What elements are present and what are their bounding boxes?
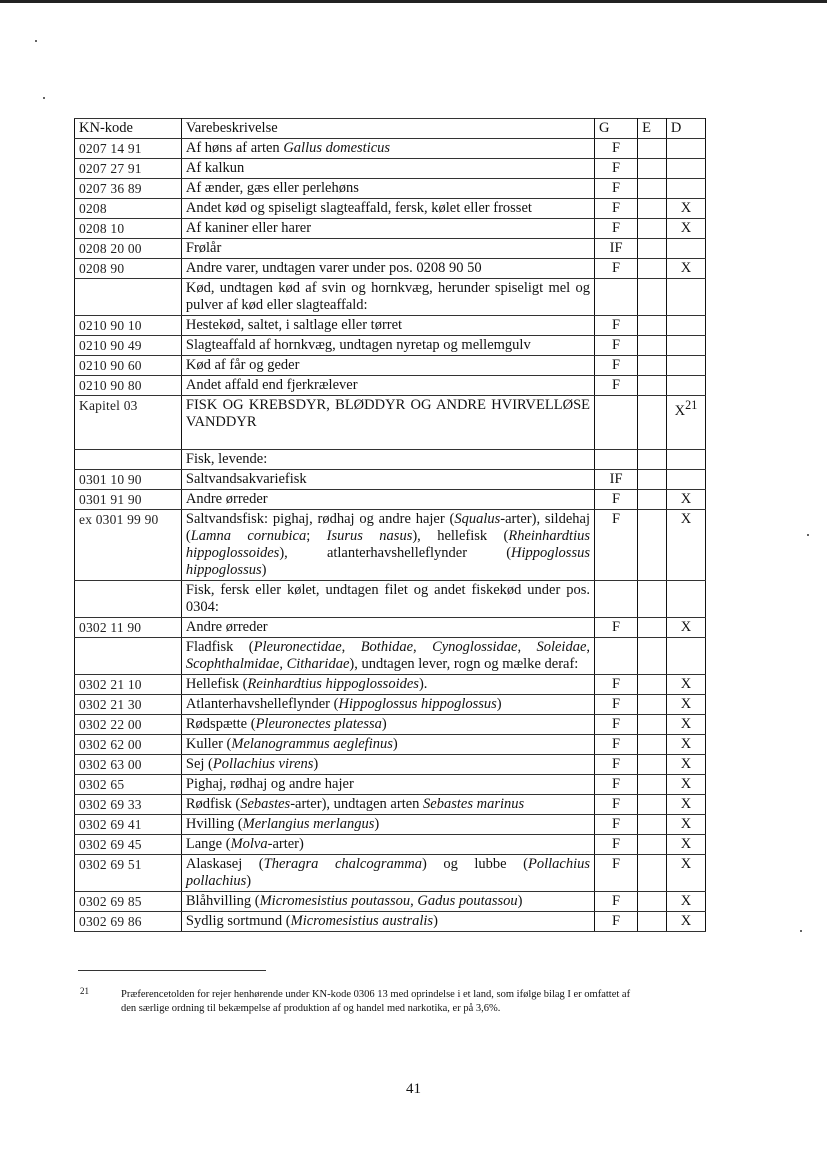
d-cell [666,139,705,159]
kn-code-cell: 0302 21 30 [75,695,182,715]
kn-code-table [74,118,706,932]
table-row [75,179,706,199]
d-cell: X [666,695,705,715]
g-cell: F [595,912,638,932]
table-row [75,775,706,795]
e-cell [638,581,667,618]
d-cell [666,450,705,470]
d-cell: X [666,219,705,239]
kn-code-cell: 0302 62 00 [75,735,182,755]
g-cell: F [595,139,638,159]
kn-code-cell: 0302 69 41 [75,815,182,835]
e-cell [638,376,667,396]
table-row [75,735,706,755]
d-cell: X [666,675,705,695]
g-cell: F [595,219,638,239]
d-cell: X [666,618,705,638]
d-cell: X [666,795,705,815]
description-cell: Andre ørreder [181,618,594,638]
g-cell: F [595,855,638,892]
d-cell: X [666,510,705,581]
g-cell [595,581,638,618]
description-cell: Rødspætte (Pleuronectes platessa) [181,715,594,735]
description-cell: Hvilling (Merlangius merlangus) [181,815,594,835]
table-row [75,581,706,618]
description-cell: Sej (Pollachius virens) [181,755,594,775]
e-cell [638,695,667,715]
scan-speck [35,40,37,42]
d-cell [666,316,705,336]
g-cell: F [595,179,638,199]
d-cell: X [666,835,705,855]
e-cell [638,219,667,239]
e-cell [638,755,667,775]
e-cell [638,279,667,316]
g-cell: F [595,755,638,775]
g-cell: F [595,795,638,815]
description-cell: Pighaj, rødhaj og andre hajer [181,775,594,795]
d-cell [666,279,705,316]
d-cell [666,239,705,259]
d-cell: X [666,755,705,775]
table-row [75,470,706,490]
kn-code-cell: 0210 90 49 [75,336,182,356]
e-cell [638,912,667,932]
d-cell [666,356,705,376]
e-cell [638,159,667,179]
e-cell [638,336,667,356]
description-cell: Af ænder, gæs eller perlehøns [181,179,594,199]
kn-code-cell: 0302 21 10 [75,675,182,695]
table-row [75,199,706,219]
kn-code-cell: ex 0301 99 90 [75,510,182,581]
d-cell [666,159,705,179]
e-cell [638,179,667,199]
table-row [75,638,706,675]
table-row [75,855,706,892]
description-cell: Blåhvilling (Micromesistius poutassou, Gadus poutassou) [181,892,594,912]
table-row [75,450,706,470]
description-cell: Saltvandsakvariefisk [181,470,594,490]
d-cell: X [666,259,705,279]
g-cell: F [595,316,638,336]
description-cell: Fisk, levende: [181,450,594,470]
d-cell: $X^{21}$ [666,396,705,450]
d-cell [666,179,705,199]
g-cell: F [595,259,638,279]
table-row [75,396,706,450]
kn-code-cell: 0208 [75,199,182,219]
e-cell [638,675,667,695]
footnote-text: Præferencetolden for rejer henhørende under KN-kode 0306 13 med oprindelse i et land, som ifølge bilag I er omfattet af den særlige ordning til bekæmpelse af produktion af og handel med narkotika, er på 3,6%. [121,989,631,1014]
g-cell: F [595,356,638,376]
d-cell: X [666,892,705,912]
g-cell: F [595,490,638,510]
table-header-row [75,119,706,139]
description-cell: Andet affald end fjerkrælever [181,376,594,396]
table-row [75,695,706,715]
kn-code-cell: 0207 14 91 [75,139,182,159]
d-cell: X [666,490,705,510]
d-cell [666,376,705,396]
kn-code-cell [75,581,182,618]
kn-code-cell: 0301 91 90 [75,490,182,510]
table-row [75,892,706,912]
table-row [75,279,706,316]
kn-code-cell: 0302 63 00 [75,755,182,775]
e-cell [638,259,667,279]
g-cell: F [595,376,638,396]
description-cell: Kød af får og geder [181,356,594,376]
table-row [75,618,706,638]
kn-code-cell: 0301 10 90 [75,470,182,490]
kn-code-cell: 0302 69 85 [75,892,182,912]
kn-code-cell: 0210 90 80 [75,376,182,396]
description-cell: Af kaniner eller harer [181,219,594,239]
d-cell: X [666,775,705,795]
description-cell: Fisk, fersk eller kølet, undtagen filet og andet fiskekød under pos. 0304: [181,581,594,618]
d-cell: X [666,735,705,755]
table-row [75,835,706,855]
e-cell [638,638,667,675]
g-cell: IF [595,470,638,490]
kn-code-cell: 0302 22 00 [75,715,182,735]
e-cell [638,618,667,638]
e-cell [638,199,667,219]
g-cell: F [595,835,638,855]
e-cell [638,510,667,581]
description-cell: Andet kød og spiseligt slagteaffald, fersk, kølet eller frosset [181,199,594,219]
kn-code-cell: 0302 65 [75,775,182,795]
table-row [75,715,706,735]
kn-code-cell: 0210 90 10 [75,316,182,336]
kn-code-cell: 0207 36 89 [75,179,182,199]
e-cell [638,239,667,259]
e-cell [638,892,667,912]
table-row [75,239,706,259]
kn-code-cell: 0302 69 86 [75,912,182,932]
table-row [75,139,706,159]
kn-code-cell: 0302 69 51 [75,855,182,892]
table-row [75,376,706,396]
g-cell [595,279,638,316]
table-row [75,159,706,179]
g-cell: F [595,336,638,356]
footnote-separator [78,970,266,971]
d-cell: X [666,912,705,932]
top-border-line [0,0,827,3]
g-cell: F [595,815,638,835]
description-cell: Alaskasej (Theragra chalcogramma) og lubbe (Pollachius pollachius) [181,855,594,892]
table-row [75,815,706,835]
description-cell: Saltvandsfisk: pighaj, rødhaj og andre hajer (Squalus-arter), sildehaj (Lamna cornubica; Isurus nasus), hellefisk (Rheinhardtius hippoglossoides), atlanterhavshelleflynder (Hippoglossus hippoglossus) [181,510,594,581]
scan-speck [807,534,809,536]
kn-code-cell: 0208 10 [75,219,182,239]
description-cell: Kuller (Melanogrammus aeglefinus) [181,735,594,755]
table-row [75,510,706,581]
kn-code-cell [75,450,182,470]
scan-speck [800,930,802,932]
description-cell: Rødfisk (Sebastes-arter), undtagen arten Sebastes marinus [181,795,594,815]
kn-code-cell [75,638,182,675]
description-cell: Sydlig sortmund (Micromesistius australis) [181,912,594,932]
e-cell [638,450,667,470]
g-cell [595,638,638,675]
description-cell: Andre ørreder [181,490,594,510]
e-cell [638,855,667,892]
description-cell: Af kalkun [181,159,594,179]
g-cell: F [595,775,638,795]
description-cell: Af høns af arten Gallus domesticus [181,139,594,159]
description-cell: Lange (Molva-arter) [181,835,594,855]
e-cell [638,316,667,336]
g-cell [595,450,638,470]
header-description: Varebeskrivelse [181,119,594,139]
g-cell: F [595,618,638,638]
footnote-mark: 21 [80,986,89,996]
d-cell: X [666,715,705,735]
g-cell: F [595,695,638,715]
e-cell [638,356,667,376]
description-cell: Andre varer, undtagen varer under pos. 0208 90 50 [181,259,594,279]
g-cell: F [595,159,638,179]
d-cell [666,470,705,490]
kn-code-cell: 0208 20 00 [75,239,182,259]
g-cell: F [595,735,638,755]
e-cell [638,735,667,755]
table-row [75,795,706,815]
description-cell: Frølår [181,239,594,259]
description-cell: Slagteaffald af hornkvæg, undtagen nyretap og mellemgulv [181,336,594,356]
d-cell [666,638,705,675]
header-kn-code: KN-kode [75,119,182,139]
g-cell [595,396,638,450]
table-row [75,755,706,775]
header-d: D [666,119,705,139]
scan-speck [43,97,45,99]
g-cell: F [595,675,638,695]
description-cell: Hellefisk (Reinhardtius hippoglossoides). [181,675,594,695]
e-cell [638,795,667,815]
e-cell [638,139,667,159]
table-row [75,259,706,279]
e-cell [638,470,667,490]
e-cell [638,715,667,735]
table-body [75,139,706,932]
table-row [75,675,706,695]
e-cell [638,815,667,835]
e-cell [638,396,667,450]
e-cell [638,490,667,510]
g-cell: IF [595,239,638,259]
g-cell: F [595,199,638,219]
description-cell: Kød, undtagen kød af svin og hornkvæg, herunder spiseligt mel og pulver af kød eller slagteaffald: [181,279,594,316]
kn-code-cell: 0302 69 33 [75,795,182,815]
g-cell: F [595,510,638,581]
header-g: G [595,119,638,139]
d-cell [666,336,705,356]
description-cell: Atlanterhavshelleflynder (Hippoglossus hippoglossus) [181,695,594,715]
table-row [75,356,706,376]
kn-code-cell: 0208 90 [75,259,182,279]
d-cell: X [666,199,705,219]
kn-code-cell [75,279,182,316]
table-row [75,490,706,510]
e-cell [638,775,667,795]
e-cell [638,835,667,855]
header-e: E [638,119,667,139]
d-cell: X [666,815,705,835]
table-row [75,219,706,239]
page-number: 41 [406,1081,421,1097]
kn-code-cell: 0207 27 91 [75,159,182,179]
g-cell: F [595,715,638,735]
kn-code-cell: 0302 11 90 [75,618,182,638]
d-cell [666,581,705,618]
kn-code-cell: 0302 69 45 [75,835,182,855]
description-cell: Fladfisk (Pleuronectidae, Bothidae, Cynoglossidae, Soleidae, Scophthalmidae, Citharidae), undtagen lever, rogn og mælke deraf: [181,638,594,675]
d-cell: X [666,855,705,892]
description-cell: Hestekød, saltet, i saltlage eller tørret [181,316,594,336]
description-cell: FISK OG KREBSDYR, BLØDDYR OG ANDRE HVIRVELLØSE VANDDYR [181,396,594,450]
kn-code-cell: Kapitel 03 [75,396,182,450]
table-row [75,336,706,356]
kn-code-cell: 0210 90 60 [75,356,182,376]
table-row [75,316,706,336]
g-cell: F [595,892,638,912]
table-row [75,912,706,932]
